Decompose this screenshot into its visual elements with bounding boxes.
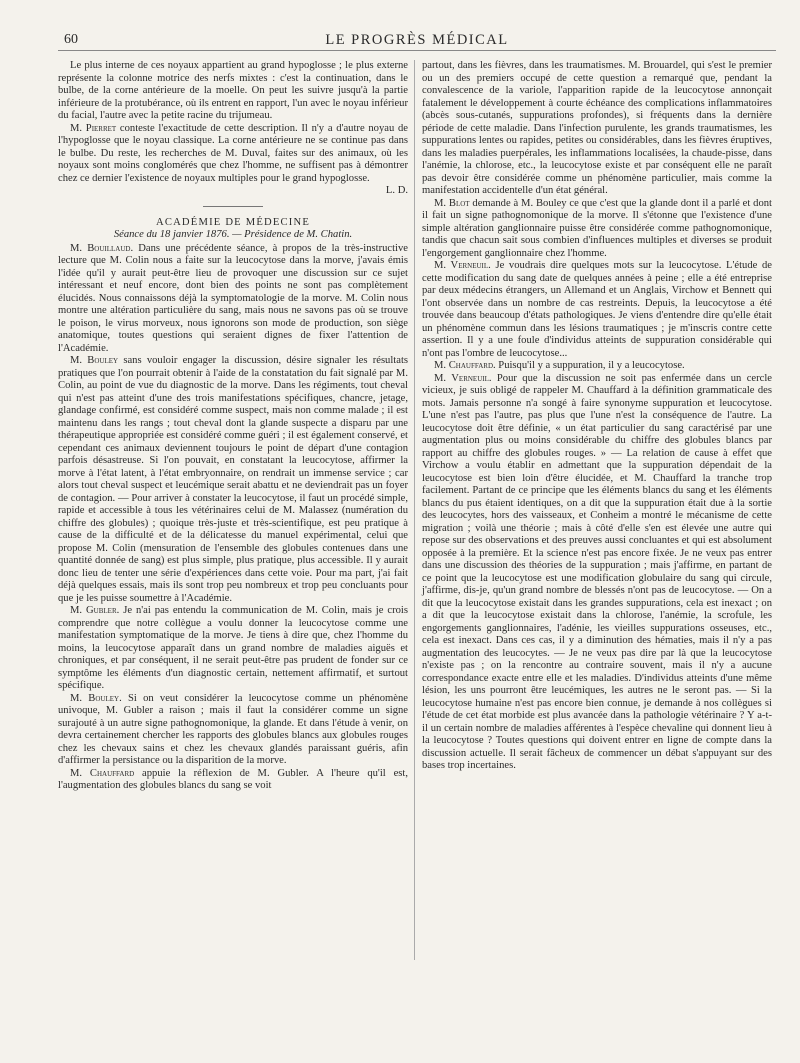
paragraph-text: conteste l'exactitude de cette description. Il n'y a d'autre noyau de l'hypoglosse que le noyau classique. La corne antérieure ne se continue pas dans le bulbe. Du reste, les recherches de M. Duval, faites sur des animaux, où les noyaux sont moins conglomérés que chez l'homme, ne suffisent pas à démontrer chez ce dernier l'existence de noyaux multiples pour le grand hypoglosse. bbox=[58, 122, 408, 184]
left-column bbox=[58, 60, 408, 793]
paragraph-text: Si on veut considérer la leucocytose comme un phénomène univoque, M. Gubler a raison ; mais il faut la considérer comme un signe surajouté à un autre signe pathognomonique, la glande. Et dans l'étude à venir, on devra certainement chercher les rapports des globules blancs aux globules rouges chez les chevaux sains et chez les chevaux glandés paraissant guéris, afin d'affirmer la persistance ou la disparition de la morve. bbox=[58, 692, 408, 766]
paragraph-text: sans vouloir engager la discussion, désire signaler les résultats pratiques que l'on pourrait obtenir à l'aide de la constatation du fait signalé par M. Colin, au point de vue du diagnostic de la morve. Dans les régiments, tout cheval qui n'est pas atteint d'une des trois manifestations spécifiques, chancre, jetage, glandage confirmé, est considéré comme suspect, mais non comme malade ; il est maintenu dans les rangs ; tout cheval dont la glande suspecte a disparu par une thérapeutique appropriée est considéré comme guéri ; il est également conservé, et cependant ces animaux deviennent toujours le point de départ d'une contagion parfois désastreuse. Si l'on pouvait, en constatant la leucocytose, affirmer la morve à l'état latent, à l'état embryonnaire, on rendrait un immense service ; car alors tout cheval suspect et leucémique serait abattu et ne deviendrait pas un foyer de contagion. — Pour arriver à constater la leucocytose, il faut un procédé simple, rapide et accessible à tous les vétérinaires celui de M. Malassez (numération du chiffre des globules) ; quoique très-juste et très-scientifique, est peu pratique à cause de la difficulté et de la délicatesse du manuel expérimental, celui que propose M. Colin (mensuration de l'ensemble des globules contenues dans une quantité donnée de sang) est plus simple, plus pratique, plus accessible. Il y aurait donc lieu de tenter une série d'expériences dans cette voie. Pour ma part, j'ai fait déjà quelques essais, mais ils sont trop peu nombreux et trop peu concluants pour que je les puisse soumettre à l'Académie. bbox=[58, 355, 409, 604]
speaker-name: M. Bouillaud. bbox=[70, 242, 134, 254]
paragraph bbox=[422, 198, 772, 261]
session-heading: Séance du 18 janvier 1876. — Présidence de M. Chatin. bbox=[113, 229, 353, 240]
speaker-name: M. Gubler. bbox=[70, 605, 120, 616]
paragraph-text: demande à M. Bouley ce que c'est que la glande dont il a parlé et dont il fait un signe pathognomonique de la morve. Il s'étonne que l'existence d'une simple altération ganglionnaire puisse être considérée comme pathognomonique, tandis que chacun sait sous combien d'influences multiples et diverses se produit l'engorgement ganglionnaire chez l'homme. bbox=[422, 197, 772, 259]
page-number: 60 bbox=[64, 32, 78, 47]
paragraph bbox=[58, 123, 408, 186]
paragraph-text: Je n'ai pas entendu la communication de M. Colin, mais je crois comprendre que notre collègue a voulu donner la leucocytose comme une manifestation symptomatique de la morve. Je tiens à dire que, chez l'homme du moins, la leucocytose apparaît dans un grand nombre de maladies aiguës et chroniques, et par conséquent, il ne serait peut-être pas prudent de fonder sur ce symptôme les éléments d'un diagnostic certain, nettement affirmatif, et surtout spécifique. bbox=[58, 605, 408, 691]
paragraph bbox=[422, 260, 772, 360]
section-title: ACADÉMIE DE MÉDECINE bbox=[155, 216, 311, 228]
running-title: LE PROGRÈS MÉDICAL bbox=[325, 32, 509, 48]
paragraph bbox=[58, 605, 408, 693]
paragraph bbox=[58, 355, 408, 605]
speaker-name: M. Chauffard bbox=[70, 767, 135, 779]
speaker-name: M. Chauffard. bbox=[434, 360, 496, 371]
paragraph-text: Pour que la discussion ne soit pas enfermée dans un cercle vicieux, je suis obligé de rappeler M. Chauffard à la définition grammaticale des mots. Jamais personne n'a songé à faire synonyme suppuration et leucocytose. L'une n'est pas l'autre, pas plus que l'une n'est la conséquence de l'autre. La leucocytose doit être définie, « un état particulier du sang caractérisé par une augmentation plus ou moins considérable du chiffre des globules blancs par rapport au chiffre des globules rouges. » — La relation de cause à effet que Virchow a voulu établir en admettant que la suppuration dépendait de la leucocytose est bien loin d'être élucidée, et M. Chauffard la tranche trop facilement. Partant de ce principe que les éléments blancs du sang et les éléments blancs du pus étaient identiques, on a dit que la suppuration était due à la sortie des leucocytes, hors des vaisseaux, et Conheim a montré le mécanisme de cette migration ; voilà une théorie ; mais à côté d'elle s'en est élevée une autre qui repose sur des observations et des preuves aussi concluantes et qui est absolument opposée à la première. Et la science n'est pas encore fixée. Je ne veux pas entrer dans une discussion des théories de la suppuration ; mais j'affirme, en partant de ce point que la leucocytose est une modification globulaire du sang qui circule, j'affirme, dis-je, qu'un grand nombre de blessés n'ont pas de leucocytose. — On a dit que la leucocytose existait dans les grandes suppurations, cela est inexact ; on a dit que la leucocytose existait dans la chlorose, l'anémie, la scrofule, les engorgements ganglionnaires, l'adénie, les vieilles suppurations osseuses, etc., cela est inexact. Dans ces cas, il y a diminution des hématies, mais il n'y a pas augmentation des leucocytes. — Je ne veux pas dire par là que la leucocytose n'existe pas ; on la rencontre au contraire souvent, mais il n'y a aucune correspondance exacte entre elle et les maladies. D'individus atteints d'une même lésion, les uns pourront être leucémiques, les autres ne le seront pas. — Si la leucocytose humaine n'est pas encore bien connue, je demande à nos collègues si l'étude de cet état morbide est plus avancée dans la pathologie vétérinaire ? Y a-t-il un certain nombre de maladies afférentes à l'espèce chevaline qui donnent lieu à la leucocytose ? Toutes questions qui doivent entrer en ligne de compte dans la discussion actuelle. Il serait fâcheux de commencer un débat s'appuyant sur des bases trop incertaines. bbox=[422, 372, 773, 771]
speaker-name: M. Verneuil. bbox=[434, 260, 491, 271]
speaker-name: M. Verneuil. bbox=[434, 372, 492, 384]
column-divider bbox=[414, 60, 415, 960]
speaker-name: M. Bouley. bbox=[70, 692, 122, 704]
paragraph: partout, dans les fièvres, dans les traumatismes. M. Brouardel, qui s'est le premier ou un des premiers occupé de cette question a remarqué que, pendant la convalescence de la variole, l'apparition rapide de la leucocytose annonçait fatalement le développement à courte échéance des complications inflammatoires (abcès sous-cutanés, suppurations profondes), si fréquents dans la dernière période de cette maladie. Dans l'infection purulente, les grands traumatismes, les suppurations lentes ou rapides, petites ou considérables, dans les fièvres éruptives, dans les maladies puerpérales, les inflammations localisées, la chaude-pisse, dans l'anémie, la chlorose, etc., la leucocytose existe et par conséquent elle ne paraît pas devoir être considérée comme un phénomène particulier, mais comme la manifestation accidentelle d'un état général. bbox=[422, 60, 772, 196]
page-header bbox=[58, 28, 776, 50]
paragraph-text: appuie la réflexion de M. Gubler. A l'heure qu'il est, l'augmentation des globules blancs du sang se voit bbox=[58, 767, 408, 791]
speaker-name: M. Blot bbox=[434, 197, 470, 209]
paragraph: Le plus interne de ces noyaux appartient au grand hypoglosse ; le plus externe représente la colonne motrice des nerfs mixtes : c'est la continuation, dans le bulbe, de la corne antérieure de la moelle. On peut les suivre jusqu'à la partie inférieure de la protubérance, où ils entrent en rapport, l'un avec le noyau inférieur du facial, l'autre avec la petite racine du trijumeau. bbox=[58, 60, 408, 121]
paragraph bbox=[58, 768, 408, 793]
paragraph bbox=[422, 360, 772, 373]
signature: L. D. bbox=[385, 185, 408, 196]
paragraph-text: Puisqu'il y a suppuration, il y a leucocytose. bbox=[495, 360, 685, 371]
paragraph bbox=[58, 693, 408, 768]
paragraph bbox=[58, 243, 408, 356]
speaker-name: M. Pierret bbox=[70, 122, 117, 134]
section-divider bbox=[203, 206, 263, 207]
paragraph bbox=[422, 373, 772, 773]
header-rule bbox=[58, 50, 776, 51]
paragraph-text: Dans une précédente séance, à propos de la très-instructive lecture que M. Colin nous a faite sur la leucocytose dans la morve, j'avais émis l'idée qu'il y aurait peut-être lieu de provoquer une discussion sur ce sujet intéressant et neuf encore, dont bien des points ne sont pas complètement élucidés. Nous connaissons déjà la symptomatologie de la morve. M. Colin nous montre une altération particulière du sang, mais nous ne savons pas où se trouve le poison, le virus morveux, nous ignorons son mode de production, son siège anatomique, toutes questions qui seraient dignes de fixer l'attention de l'Académie. bbox=[58, 242, 408, 354]
speaker-name: M. Bouley bbox=[70, 355, 119, 366]
paragraph-text: Je voudrais dire quelques mots sur la leucocytose. L'étude de cette modification du sang date de quelques années à peine ; elle a été entreprise par deux médecins étrangers, un Allemand et un Anglais, Virchow et Bennett qui l'ont observée dans un nombre de cas restreints. Depuis, la leucocytose a été trouvée dans beaucoup d'états pathologiques. Je viens d'entendre dire qu'elle était un phénomène commun dans les lésions traumatiques ; je m'inscris contre cette assertion. Il y a une foule d'individus atteints de suppuration considérable qui n'ont pas l'ombre de leucocytose... bbox=[422, 260, 772, 359]
right-column bbox=[422, 60, 772, 773]
